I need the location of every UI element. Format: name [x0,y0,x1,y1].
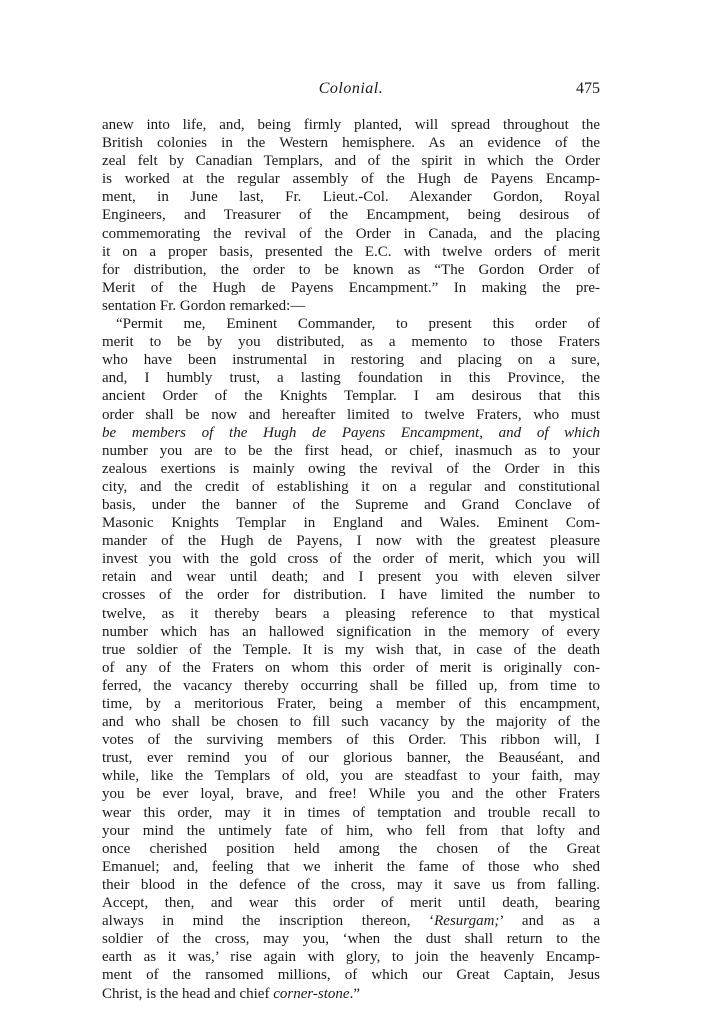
emphasis-text: Resurgam; [434,913,500,930]
text-line: who have been instrumental in restoring and placing on a sure, [102,352,600,369]
text-line: trust, ever remind you of our glorious banner, the Beauséant, and [102,750,600,767]
text-line: time, by a meritorious Frater, being a member of this encampment, [102,696,600,712]
emphasis-text: be members of the Hugh de Payens Encampment, and of which [102,424,600,441]
text-line: zeal felt by Canadian Templars, and of the spirit in which the Order [102,153,600,170]
text-line: basis, under the banner of the Supreme and Grand Conclave of [102,496,600,513]
text-line: mander of the Hugh de Payens, I now with the greatest pleasure [102,533,600,550]
text-line: always in mind the inscription thereon, ‘Resurgam;’ and as a [102,913,600,930]
text-line: number which has an hallowed signification in the memory of every [102,623,600,640]
text-line: their blood in the defence of the cross, may it save us from falling. [102,876,600,893]
body-text [102,116,600,1003]
text-line [102,424,600,442]
text-line: Accept, then, and wear this order of merit until death, bearing [102,895,600,912]
text-line: ment of the ransomed millions, of which our Great Captain, Jesus [102,967,600,984]
text-line: ferred, the vacancy thereby occurring shall be filled up, from time to [102,677,600,694]
text-line: once cherished position held among the chosen of the Great [102,840,600,857]
text-line: Christ, is the head and chief corner-stone.” [102,985,360,1002]
running-head [102,80,600,102]
text-line: crosses of the order for distribution. I have limited the number to [102,587,600,604]
running-title: Colonial. [318,80,384,97]
text-line: Engineers, and Treasurer of the Encampment, being desirous of [102,207,600,224]
text-line: Masonic Knights Templar in England and Wales. Eminent Com- [102,515,600,532]
text-line: your mind the untimely fate of him, who fell from that lofty and [102,822,600,839]
text-line: wear this order, may it in times of temptation and trouble recall to [102,804,600,821]
text-line: invest you with the gold cross of the order of merit, which you will [102,551,600,568]
text-line: retain and wear until death; and I present you with eleven silver [102,569,600,586]
text-line: number you are to be the first head, or chief, inasmuch as to your [102,442,600,459]
text-line: twelve, as it thereby bears a pleasing reference to that mystical [102,605,600,622]
text-line: order shall be now and hereafter limited to twelve Fraters, who must [102,406,600,423]
emphasis-text: corner-stone [273,985,350,1002]
text-line: “Permit me, Eminent Commander, to present this order of [116,316,600,333]
text-line: of any of the Fraters on whom this order of merit is originally con- [102,659,600,676]
text-line: it on a proper basis, presented the E.C. with twelve orders of merit [102,243,600,260]
text-line: merit to be by you distributed, as a memento to those Fraters [102,334,600,351]
text-line: earth as it was,’ rise again with glory, to join the heavenly Encamp- [102,949,600,966]
text-line: Merit of the Hugh de Payens Encampment.” In making the pre- [102,279,600,296]
text-line: ancient Order of the Knights Templar. I am desirous that this [102,388,600,405]
text-line: while, like the Templars of old, you are steadfast to your faith, may [102,768,600,785]
text-line: true soldier of the Temple. It is my wish that, in case of the death [102,641,600,658]
text-line: and, I humbly trust, a lasting foundation in this Province, the [102,370,600,387]
text-line: for distribution, the order to be known as “The Gordon Order of [102,261,600,278]
text-line: zealous exertions is mainly owing the revival of the Order in this [102,460,600,477]
text-line: sentation Fr. Gordon remarked:— [102,297,306,314]
text-line: ment, in June last, Fr. Lieut.-Col. Alexander Gordon, Royal [102,189,600,206]
text-line: anew into life, and, being firmly planted, will spread throughout the [102,117,600,133]
page-number: 475 [576,80,600,97]
text-line: is worked at the regular assembly of the Hugh de Payens Encamp- [102,171,600,188]
text-line: British colonies in the Western hemisphere. As an evidence of the [102,135,600,152]
text-line: soldier of the cross, may you, ‘when the dust shall return to the [102,931,600,948]
text-line: city, and the credit of establishing it on a regular and constitutional [102,478,600,495]
text-line: and who shall be chosen to fill such vacancy by the majority of the [102,714,600,731]
text-line: commemorating the revival of the Order in Canada, and the placing [102,225,600,242]
text-line: Emanuel; and, feeling that we inherit the fame of those who shed [102,858,600,875]
text-line: you be ever loyal, brave, and free! While you and the other Fraters [102,786,600,803]
text-line: votes of the surviving members of this Order. This ribbon will, I [102,732,600,749]
